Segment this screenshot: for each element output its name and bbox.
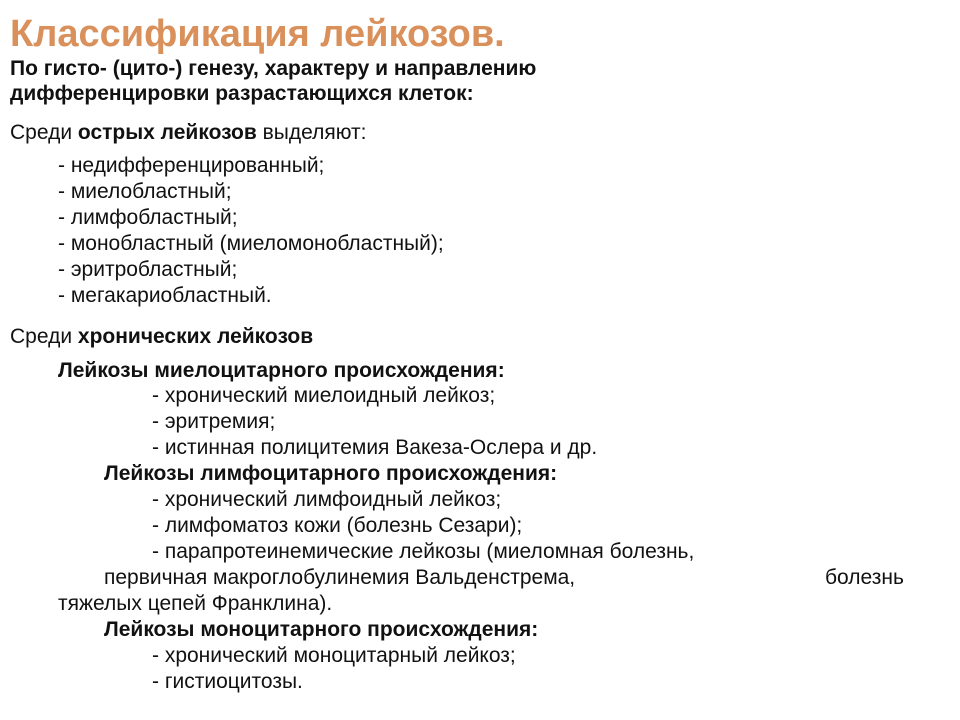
myelocytic-group-heading: Лейкозы миелоцитарного происхождения: xyxy=(58,359,505,382)
lymphocytic-list-item: - хронический лимфоидный лейкоз; xyxy=(152,488,502,511)
lymphocytic-group-heading: Лейкозы лимфоцитарного происхождения: xyxy=(104,462,558,485)
monocytic-list-item: - гистиоцитозы. xyxy=(152,670,303,693)
monocytic-group-heading: Лейкозы моноцитарного происхождения: xyxy=(104,618,539,641)
acute-list-item: - лимфобластный; xyxy=(58,206,238,229)
acute-list-item: - недифференцированный; xyxy=(58,154,325,177)
myelocytic-list-item: - хронический миелоидный лейкоз; xyxy=(152,384,496,407)
acute-list-item: - монобластный (миеломонобластный); xyxy=(58,232,444,255)
acute-intro-prefix: Среди xyxy=(10,121,78,144)
monocytic-list-item: - хронический моноцитарный лейкоз; xyxy=(152,644,516,667)
myelocytic-list-item: - истинная полицитемия Вакеза-Ослера и др. xyxy=(152,436,598,459)
slide-subtitle: По гисто- (цито-) генезу, характеру и направлению дифференцировки разрастающихся клеток: xyxy=(10,57,537,105)
chronic-intro-prefix: Среди xyxy=(10,325,78,348)
lymphocytic-continuation-a: первичная макроглобулинемия Вальденстрема, xyxy=(104,566,576,589)
chronic-intro xyxy=(10,324,313,350)
acute-list-item: - эритробластный; xyxy=(58,258,238,281)
lymphocytic-list-item: - парапротеинемические лейкозы (миеломная болезнь, xyxy=(152,540,695,563)
lymphocytic-continuation-b: болезнь xyxy=(825,566,904,589)
chronic-intro-bold: хронических лейкозов xyxy=(77,325,314,348)
slide-title: Классификация лейкозов. xyxy=(10,13,505,55)
lymphocytic-list-item: - лимфоматоз кожи (болезнь Сезари); xyxy=(152,514,523,537)
acute-intro-bold: острых лейкозов xyxy=(77,121,257,144)
acute-list-item: - миелобластный; xyxy=(58,180,232,203)
acute-intro-suffix: выделяют: xyxy=(256,121,367,144)
lymphocytic-continuation-c: тяжелых цепей Франклина). xyxy=(58,592,333,615)
acute-list-item: - мегакариобластный. xyxy=(58,284,272,307)
myelocytic-list-item: - эритремия; xyxy=(152,410,276,433)
acute-intro xyxy=(10,120,366,146)
